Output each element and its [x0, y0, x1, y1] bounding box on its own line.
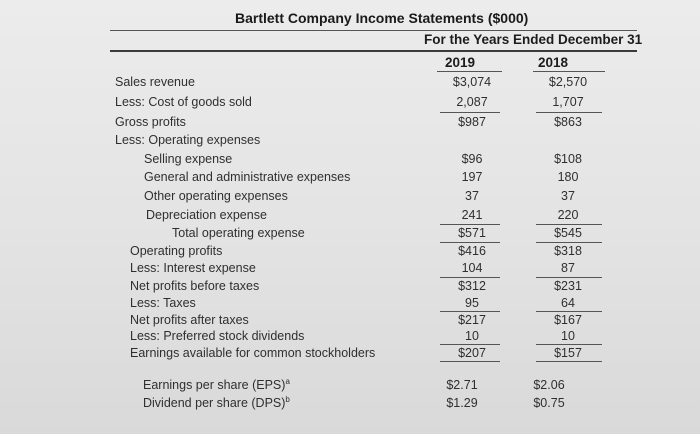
value-2019: $96	[461, 152, 483, 166]
top-rule	[110, 30, 637, 31]
taxes-rule-2018	[536, 311, 602, 312]
year-2018-underline	[533, 71, 605, 72]
row-label: Less: Taxes	[130, 296, 196, 310]
row-label: Depreciation expense	[146, 208, 267, 222]
value-2019: $571	[458, 226, 486, 240]
taxes-rule-2019	[440, 311, 500, 312]
row-label: Net profits before taxes	[130, 279, 260, 293]
opex-total-rule-2019	[440, 242, 500, 243]
value-2018: $2,570	[548, 75, 588, 89]
value-2019: 95	[465, 296, 479, 310]
value-2019: $3,074	[452, 75, 492, 89]
row-label: Gross profits	[115, 115, 186, 129]
earnings-rule-2019	[440, 361, 500, 362]
value-2018: $231	[554, 279, 582, 293]
opex-rule-2019	[440, 224, 500, 225]
footnote-marker: a	[285, 376, 290, 386]
value-2018: $545	[554, 226, 582, 240]
row-label: Selling expense	[144, 152, 233, 166]
value-2019: 241	[461, 208, 483, 222]
value-2018: $0.75	[533, 396, 565, 410]
footnote-marker: b	[285, 394, 290, 404]
value-2018: $2.06	[533, 378, 565, 392]
row-label: Other operating expenses	[144, 189, 288, 203]
value-2019: $207	[458, 346, 486, 360]
opex-total-rule-2018	[536, 242, 602, 243]
earnings-rule-2018	[536, 361, 602, 362]
row-label: Operating profits	[130, 244, 223, 258]
value-2018: 87	[561, 261, 575, 275]
dps-label: Dividend per share (DPS)	[143, 396, 286, 410]
value-2019: 10	[465, 329, 479, 343]
value-2019: $987	[458, 115, 486, 129]
value-2019: 197	[461, 170, 483, 184]
value-2019: 2,087	[456, 95, 488, 109]
row-label: Sales revenue	[115, 75, 195, 89]
row-label: Less: Preferred stock dividends	[130, 329, 305, 343]
row-label: Total operating expense	[172, 226, 305, 240]
year-2019-underline	[437, 71, 502, 72]
value-2019: $416	[458, 244, 486, 258]
value-2018: $108	[554, 152, 582, 166]
period-header: For the Years Ended December 31	[424, 32, 643, 47]
value-2018: 180	[557, 170, 579, 184]
row-label: Net profits after taxes	[130, 313, 249, 327]
statement-title: Bartlett Company Income Statements ($000)	[235, 10, 529, 26]
row-label	[143, 396, 290, 410]
value-2018: 10	[561, 329, 575, 343]
row-label: Earnings available for common stockholders	[130, 346, 376, 360]
subtotal-rule-2018	[536, 112, 602, 113]
row-label: Less: Operating expenses	[115, 133, 261, 147]
preferred-rule-2019	[440, 344, 500, 345]
value-2019: 37	[465, 189, 479, 203]
row-label	[143, 378, 290, 392]
value-2019: 104	[461, 261, 483, 275]
value-2019: $1.29	[446, 396, 478, 410]
interest-rule-2019	[440, 277, 500, 278]
value-2018: $318	[554, 244, 582, 258]
interest-rule-2018	[536, 277, 602, 278]
value-2018: $167	[554, 313, 582, 327]
value-2019: $2.71	[446, 378, 478, 392]
value-2018: $157	[554, 346, 582, 360]
eps-label: Earnings per share (EPS)	[143, 378, 286, 392]
subtotal-rule-2019	[440, 112, 500, 113]
opex-rule-2018	[536, 224, 602, 225]
value-2018: $863	[554, 115, 582, 129]
preferred-rule-2018	[536, 344, 602, 345]
row-label: Less: Interest expense	[130, 261, 256, 275]
header-rule	[110, 50, 637, 52]
value-2018: 37	[561, 189, 575, 203]
value-2019: $312	[458, 279, 486, 293]
row-label: Less: Cost of goods sold	[115, 95, 252, 109]
year-2019-header: 2019	[445, 55, 476, 70]
value-2019: $217	[458, 313, 486, 327]
value-2018: 1,707	[552, 95, 584, 109]
row-label: General and administrative expenses	[144, 170, 351, 184]
value-2018: 64	[561, 296, 575, 310]
year-2018-header: 2018	[538, 55, 569, 70]
value-2018: 220	[557, 208, 579, 222]
